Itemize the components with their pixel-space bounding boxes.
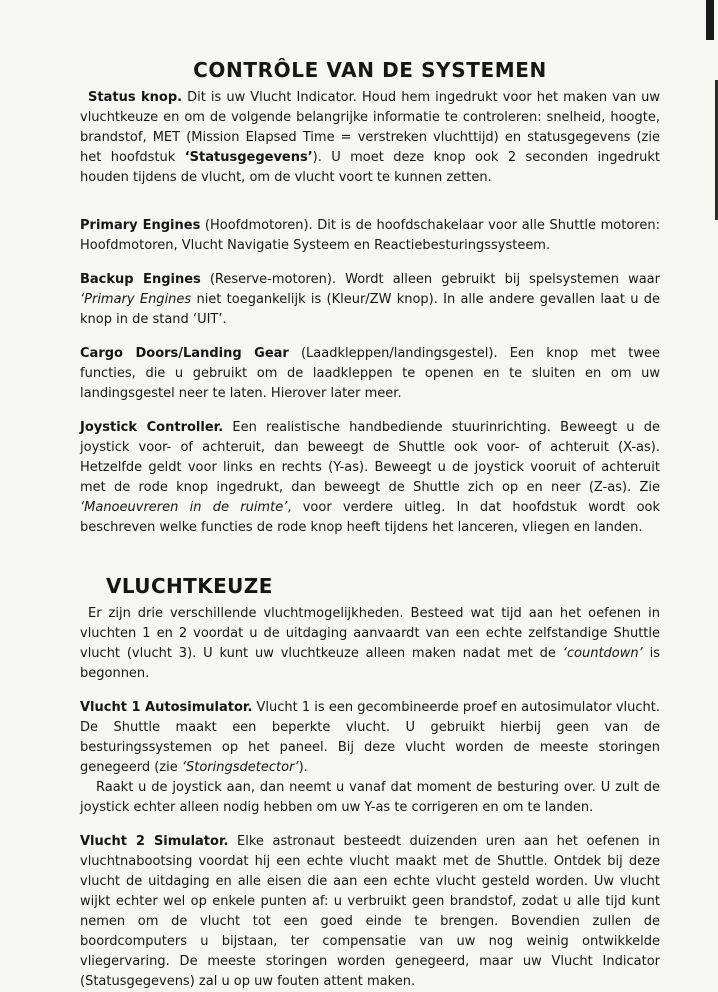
- paragraph-vluchtkeuze-intro: [80, 604, 660, 684]
- ref-manoeuvreren: ‘Manoeuvreren in de ruimte’: [80, 500, 288, 515]
- intro-text-end: is begonnen.: [80, 646, 660, 681]
- cargo-text: (Laadkleppen/landingsgestel). Een knop met twee functies, die u gebruikt om de laadkleppen te openen en te sluiten en om uw landingsgestel neer te laten. Hierover later meer.: [80, 346, 660, 401]
- flight2-text: Elke astronaut besteedt duizenden uren aan het oefenen in vluchtnabootsing voordat hij een echte vlucht maakt met de Shuttle. Ontdek bij deze vlucht de uitdaging en alle eisen die aan een echte vlucht gesteld worden. Uw vlucht wijkt echter wel op enkele punten af: u verbruikt geen brandstof, zodat u alle tijd kunt nemen om de vlucht tot een goed einde te brengen. Bovendien zullen de boordcomputers u bijstaan, ter compensatie van uw nog weinig ontwikkelde vliegervaring. De meeste storingen worden genegeerd, maar uw Vlucht Indicator (Statusgegevens) zal u op uw fouten attent maken.: [80, 834, 660, 989]
- term-backup-engines: Backup Engines: [80, 272, 201, 287]
- paragraph-status-knop: [80, 88, 660, 188]
- status-text: Dit is uw Vlucht Indicator. Houd hem ingedrukt voor het maken van uw vluchtkeuze en om de volgende belangrijke informatie te controleren: snelheid, hoogte, brandstof, MET (Mission Elapsed Time = verstreken vluchttijd) en statusgegevens (zie het hoofdstuk: [80, 90, 660, 165]
- term-status-knop: Status knop.: [88, 90, 183, 105]
- joystick-text-end: , voor verdere uitleg. In dat hoofdstuk wordt ook beschreven welke functies de rode knop heeft tijdens het lanceren, vliegen en landen.: [80, 500, 660, 535]
- ref-countdown: ‘countdown’: [562, 646, 643, 661]
- backup-text: (Reserve-motoren). Wordt alleen gebruikt bij spelsystemen waar: [200, 272, 660, 287]
- ref-primary-engines: ‘Primary Engines: [80, 292, 192, 307]
- paragraph-vlucht-1-joystick: Raakt u de joystick aan, dan neemt u vanaf dat moment de besturing over. U zult de joystick echter alleen nodig hebben om uw Y-as te corrigeren en om te landen.: [80, 780, 660, 815]
- scan-edge-mark: [706, 0, 714, 40]
- flight1-text-end: ).: [298, 760, 308, 775]
- flight1-text: Vlucht 1 is een gecombineerde proef en autosimulator vlucht. De Shuttle maakt een beperkte vlucht. U gebruikt hierbij geen van de besturingssystemen op het paneel. Bij deze vlucht worden de meeste storingen genegeerd (zie: [80, 700, 660, 775]
- paragraph-cargo-doors: [80, 344, 660, 404]
- paragraph-primary-engines: [80, 216, 660, 256]
- term-primary-engines: Primary Engines: [80, 218, 201, 233]
- paragraph-vlucht-2: [80, 832, 660, 992]
- paragraph-joystick: [80, 418, 660, 538]
- intro-text: Er zijn drie verschillende vluchtmogelijkheden. Besteed wat tijd aan het oefenen in vluchten 1 en 2 voordat u de uitdaging aanvaardt van een echte zelfstandige Shuttle vlucht (vlucht 3). U kunt uw vluchtkeuze alleen maken nadat met de: [80, 606, 660, 661]
- term-cargo-doors: Cargo Doors/Landing Gear: [80, 346, 289, 361]
- ref-storingsdetector: ‘Storingsdetector’: [181, 760, 299, 775]
- status-text-end: ). U moet deze knop ook 2 seconden ingedrukt houden tijdens de vlucht, om de vlucht voort te kunnen zetten.: [80, 150, 661, 185]
- paragraph-backup-engines: [80, 270, 660, 330]
- term-joystick: Joystick Controller.: [80, 420, 224, 435]
- term-vlucht-1: Vlucht 1 Autosimulator.: [80, 700, 253, 715]
- section-title-vluchtkeuze: VLUCHTKEUZE: [106, 574, 273, 598]
- joystick-text: Een realistische handbediende stuurinrichting. Beweegt u de joystick voor- of achteruit, dan beweegt de Shuttle ook voor- of achteruit (X-as). Hetzelfde geldt voor links en rechts (Y-as). Beweegt u de joystick vooruit of achteruit met de rode knop ingedrukt, dan beweegt de Shuttle zich op en neer (Z-as). Zie: [80, 420, 660, 495]
- backup-text-end: niet toegankelijk is (Kleur/ZW knop). In alle andere gevallen laat u de knop in de stand ‘UIT’.: [80, 292, 660, 327]
- ref-statusgegevens: ‘Statusgegevens’: [184, 150, 313, 165]
- term-vlucht-2: Vlucht 2 Simulator.: [80, 834, 229, 849]
- page-content: [80, 58, 660, 992]
- section-title-systems: CONTRÔLE VAN DE SYSTEMEN: [193, 58, 547, 82]
- paragraph-vlucht-1: [80, 698, 660, 778]
- primary-text: (Hoofdmotoren). Dit is de hoofdschakelaar voor alle Shuttle motoren: Hoofdmotoren, Vlucht Navigatie Systeem en Reactiebesturingssysteem.: [80, 218, 660, 253]
